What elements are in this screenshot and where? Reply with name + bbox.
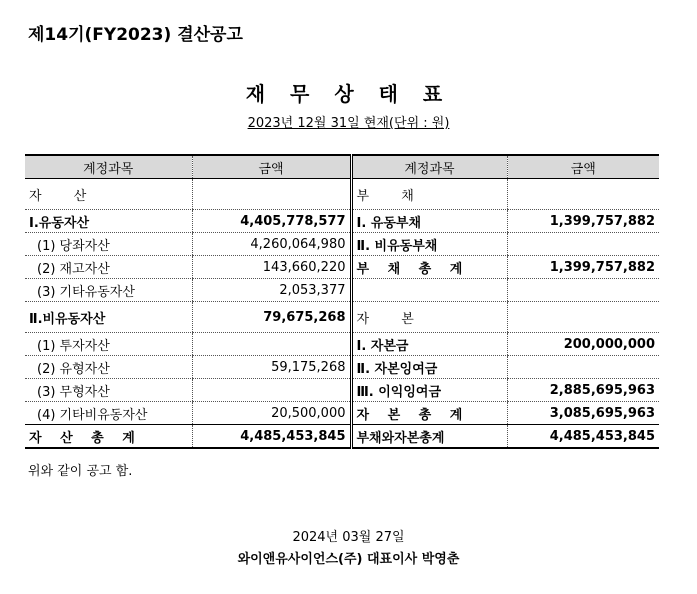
equity-total-label: 자 본 총 계 <box>351 402 507 425</box>
table-total-row <box>25 425 659 449</box>
statement-title: 재 무 상 태 표 <box>245 82 452 106</box>
table-row <box>25 356 659 379</box>
amount-cell <box>192 333 351 356</box>
table-row <box>25 233 659 256</box>
amount-cell: 143,660,220 <box>192 256 351 279</box>
table-row <box>25 279 659 302</box>
amount-cell <box>192 379 351 402</box>
liabilities-total-amount: 1,399,757,882 <box>507 256 659 279</box>
account-cell: (2) 재고자산 <box>25 256 192 279</box>
announcement-heading: 제14기(FY2023) 결산공고 <box>28 25 243 45</box>
account-cell: (1) 당좌자산 <box>25 233 192 256</box>
liabilities-total-label: 부 채 총 계 <box>351 256 507 279</box>
liabilities-equity-total-amount: 4,485,453,845 <box>507 425 659 449</box>
amount-cell: 200,000,000 <box>507 333 659 356</box>
equity-total-amount: 3,085,695,963 <box>507 402 659 425</box>
account-cell: (2) 유형자산 <box>25 356 192 379</box>
announcement-date: 2024년 03월 27일 <box>292 530 405 545</box>
header-amount-left: 금액 <box>192 155 351 179</box>
table-row <box>25 179 659 210</box>
amount-cell: 4,405,778,577 <box>192 210 351 233</box>
table-row <box>25 402 659 425</box>
amount-cell: 2,885,695,963 <box>507 379 659 402</box>
table-row <box>25 302 659 333</box>
account-cell: (4) 기타비유동자산 <box>25 402 192 425</box>
account-cell <box>351 279 507 302</box>
account-cell: Ⅲ. 이익잉여금 <box>351 379 507 402</box>
table-row <box>25 210 659 233</box>
account-cell: Ⅰ. 자본금 <box>351 333 507 356</box>
liabilities-section-label: 부 채 <box>351 179 507 210</box>
table-row <box>25 256 659 279</box>
amount-cell <box>192 179 351 210</box>
header-amount-right: 금액 <box>507 155 659 179</box>
table-row <box>25 333 659 356</box>
statement-date-unit: 2023년 12월 31일 현재(단위 : 원) <box>247 116 450 131</box>
account-cell: (3) 기타유동자산 <box>25 279 192 302</box>
amount-cell: 1,399,757,882 <box>507 210 659 233</box>
account-cell: Ⅰ. 유동부채 <box>351 210 507 233</box>
equity-section-label: 자 본 <box>351 302 507 333</box>
announcement-note: 위와 같이 공고 함. <box>28 464 133 479</box>
amount-cell <box>507 356 659 379</box>
amount-cell: 59,175,268 <box>192 356 351 379</box>
account-cell: (1) 투자자산 <box>25 333 192 356</box>
amount-cell <box>507 233 659 256</box>
amount-cell <box>507 302 659 333</box>
amount-cell <box>507 279 659 302</box>
account-cell: Ⅱ.비유동자산 <box>25 302 192 333</box>
table-row <box>25 379 659 402</box>
liabilities-equity-total-label: 부채와자본총계 <box>351 425 507 449</box>
table-header-row <box>25 155 659 179</box>
amount-cell: 4,260,064,980 <box>192 233 351 256</box>
company-signature: 와이앤유사이언스(주) 대표이사 박영춘 <box>237 552 460 567</box>
balance-sheet-table <box>25 154 659 449</box>
account-cell: (3) 무형자산 <box>25 379 192 402</box>
amount-cell: 79,675,268 <box>192 302 351 333</box>
assets-total-amount: 4,485,453,845 <box>192 425 351 449</box>
amount-cell <box>507 179 659 210</box>
header-account-right: 계정과목 <box>351 155 507 179</box>
assets-section-label: 자 산 <box>25 179 192 210</box>
assets-total-label: 자 산 총 계 <box>25 425 192 449</box>
account-cell: Ⅰ.유동자산 <box>25 210 192 233</box>
header-account-left: 계정과목 <box>25 155 192 179</box>
amount-cell: 20,500,000 <box>192 402 351 425</box>
account-cell: Ⅱ. 비유동부채 <box>351 233 507 256</box>
amount-cell: 2,053,377 <box>192 279 351 302</box>
account-cell: Ⅱ. 자본잉여금 <box>351 356 507 379</box>
